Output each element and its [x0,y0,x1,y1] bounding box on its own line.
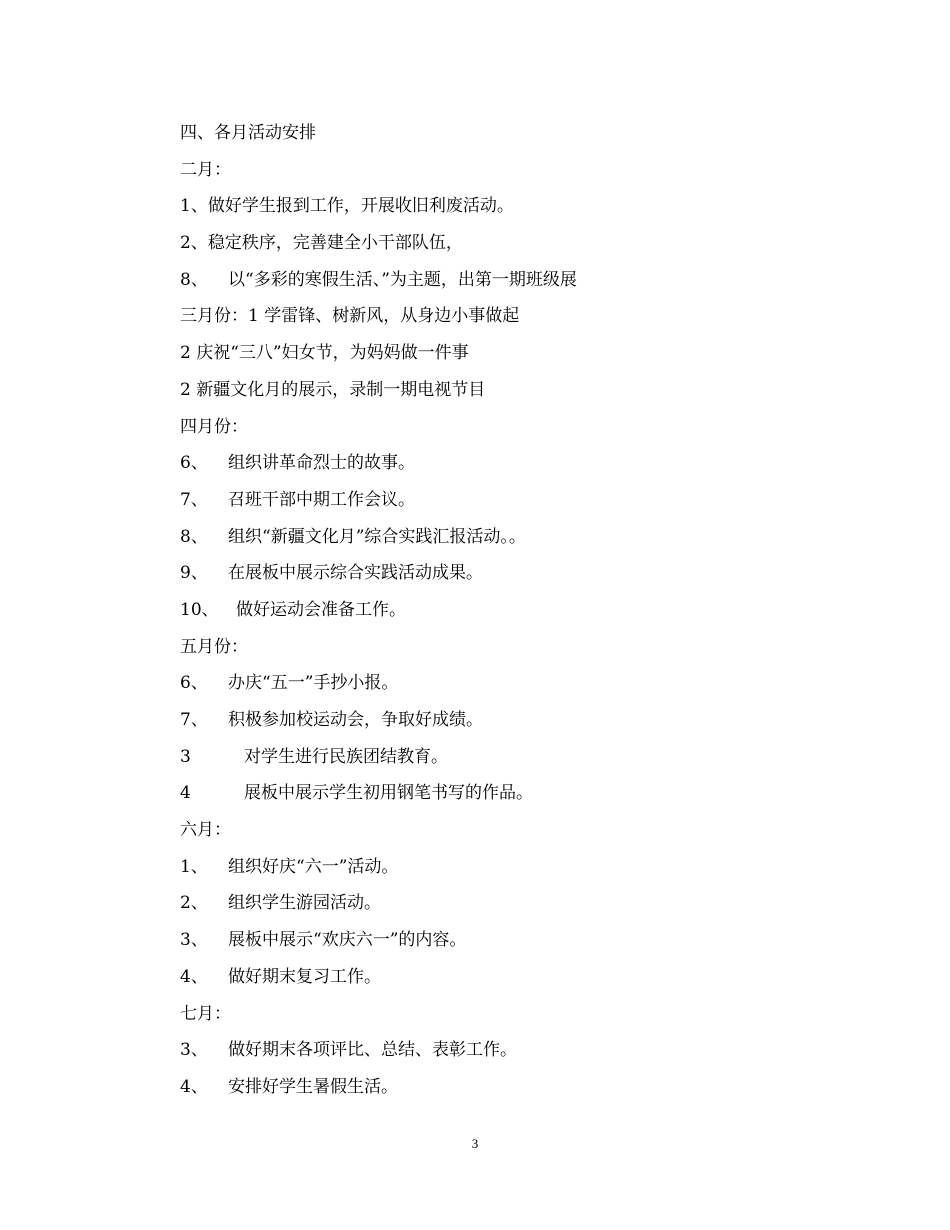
item-text: 做好运动会准备工作。 [236,599,406,620]
item-text: 组织“新疆文化月”综合实践汇报活动。。 [228,526,526,547]
list-item [180,1069,800,1106]
list-item [180,922,800,959]
page-number: 3 [471,1136,479,1151]
item-number: 9、 [180,563,208,584]
item-number: 2、 [180,893,208,914]
item-number: 4 [180,783,191,804]
list-item: 2、稳定秩序，完善建全小干部队伍， [180,233,463,254]
month-title-apr: 四月份： [180,416,248,437]
item-text: 展板中展示“欢庆六一”的内容。 [228,930,467,951]
item-number: 4、 [180,966,208,987]
item-number: 10、 [180,599,219,620]
list-item [180,555,800,592]
month-title-jul: 七月： [180,1003,231,1024]
item-text: 在展板中展示综合实践活动成果。 [228,563,483,584]
list-item [180,885,800,922]
item-text: 组织好庆“六一”活动。 [228,856,399,877]
section-heading: 四、各月活动安排 [180,123,316,143]
month-title-mar: 三月份：1 学雷锋、树新风，从身边小事做起 [180,306,520,327]
item-number: 3、 [180,1040,208,1061]
item-text: 积极参加校运动会，争取好成绩。 [228,710,483,730]
item-number: 4、 [180,1076,208,1097]
item-number: 6、 [180,453,208,474]
item-text: 召班干部中期工作会议。 [228,489,415,510]
month-title-may: 五月份： [180,636,248,657]
item-text: 组织学生游园活动。 [228,893,381,914]
item-number: 7、 [180,489,208,510]
item-text: 安排好学生暑假生活。 [228,1076,398,1097]
list-item [180,702,800,739]
item-number: 8、 [180,269,208,290]
list-item: 1、做好学生报到工作，开展收旧利废活动。 [180,196,514,217]
list-item [180,262,800,299]
list-item [180,849,800,886]
month-title-feb: 二月： [180,159,231,180]
list-item [180,592,800,629]
list-item [180,1032,800,1069]
list-item [180,775,800,812]
item-number: 3 [180,746,191,767]
list-item [180,482,800,519]
document-body [180,115,800,1106]
item-text: 展板中展示学生初用钢笔书写的作品。 [244,783,533,804]
item-number: 6、 [180,673,208,694]
item-number: 3、 [180,930,208,951]
list-item: 2 新疆文化月的展示，录制一期电视节目 [180,379,486,400]
item-number: 8、 [180,526,208,547]
item-text: 办庆“五一”手抄小报。 [228,673,399,694]
list-item [180,665,800,702]
list-item [180,519,800,556]
item-number: 1、 [180,856,208,877]
list-item [180,739,800,776]
list-item [180,959,800,996]
list-item [180,445,800,482]
item-text: 以“多彩的寒假生活、”为主题，出第一期班级展 [228,269,577,290]
item-number: 7、 [180,710,208,730]
item-text: 做好期末复习工作。 [228,966,381,987]
list-item: 2 庆祝“三八”妇女节，为妈妈做一件事 [180,343,469,364]
month-title-jun: 六月： [180,820,231,841]
item-text: 组织讲革命烈士的故事。 [228,453,415,474]
item-text: 对学生进行民族团结教育。 [244,746,448,767]
item-text: 做好期末各项评比、总结、表彰工作。 [228,1040,517,1061]
